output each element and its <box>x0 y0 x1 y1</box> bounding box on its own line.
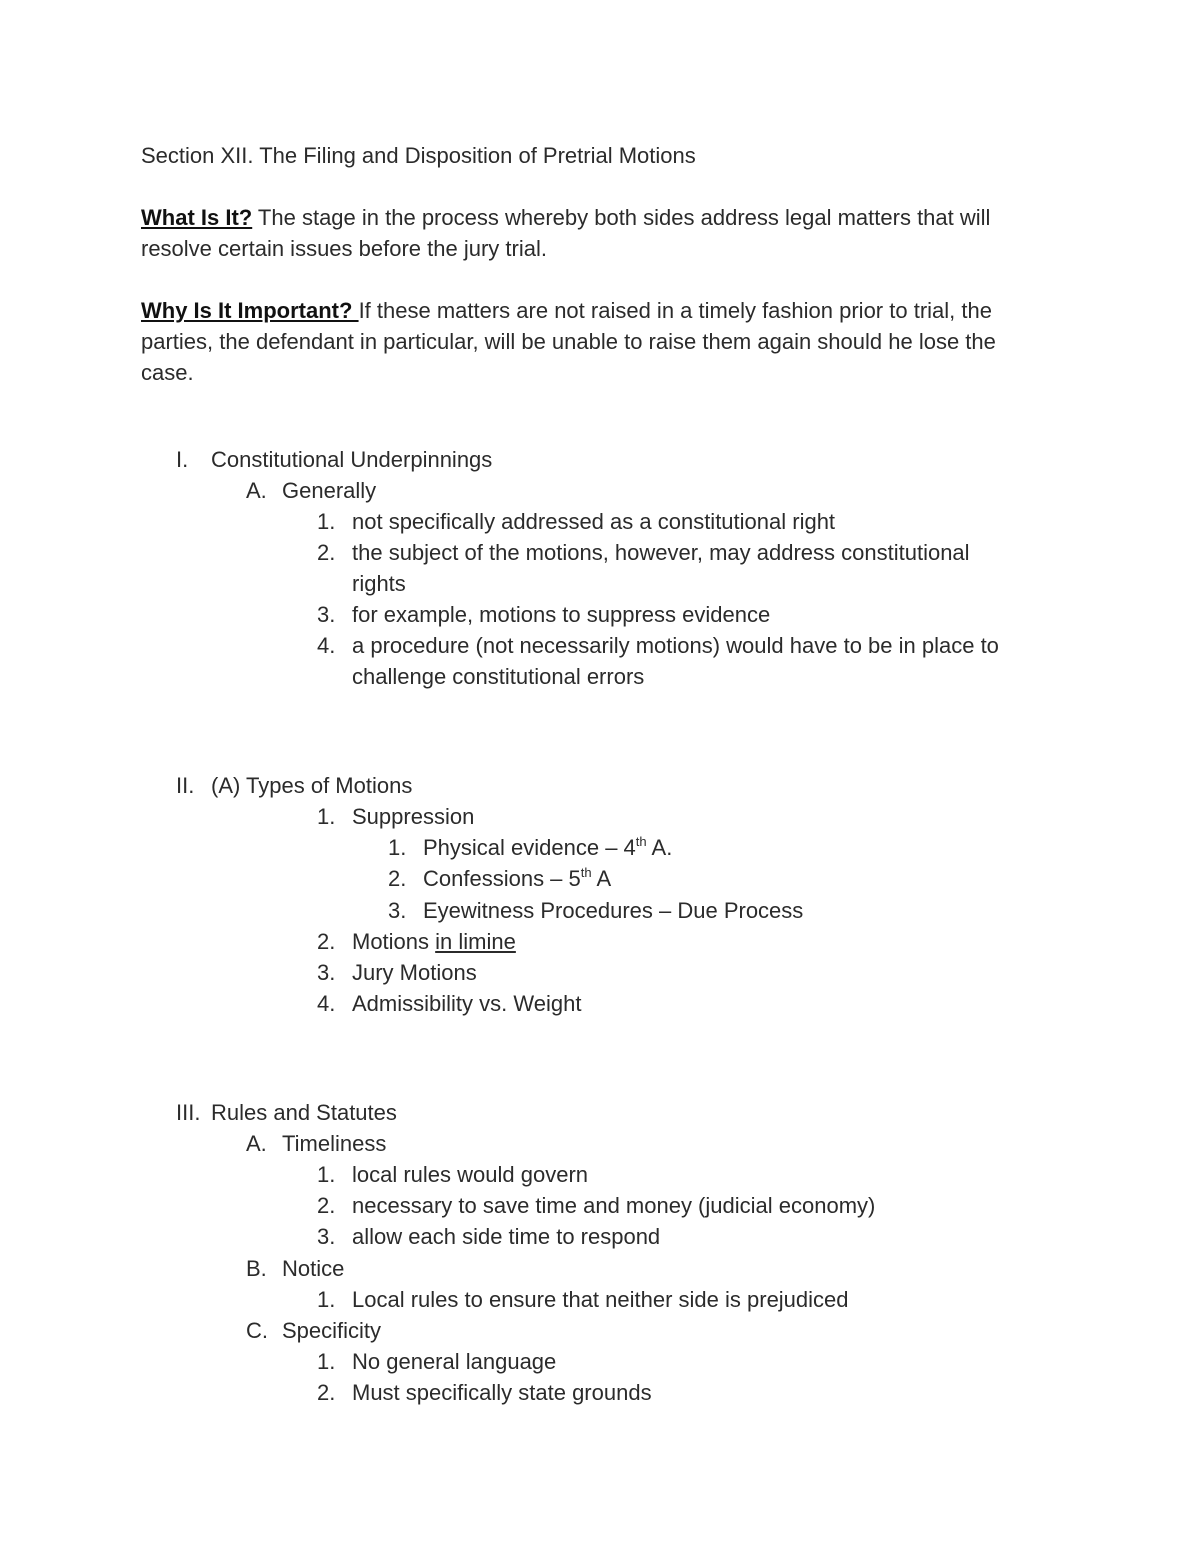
list-item-number: 3. <box>317 602 336 627</box>
section-heading: (A) Types of Motions <box>211 773 413 798</box>
section-numeral: I. <box>176 447 189 472</box>
section-numeral: III. <box>176 1100 201 1125</box>
what-is-it-label: What Is It? <box>141 205 253 230</box>
why-important-line-1 <box>141 297 992 325</box>
list-item-number: 2. <box>317 929 336 954</box>
list-item: No general language <box>352 1349 557 1374</box>
list-item: Local rules to ensure that neither side is prejudiced <box>352 1287 849 1312</box>
section-heading: Rules and Statutes <box>211 1100 397 1125</box>
list-item-number: 2. <box>317 1380 336 1405</box>
list-item: Motions in limine <box>352 929 516 954</box>
subsection-heading: Timeliness <box>282 1131 387 1156</box>
subsection-marker: C. <box>246 1318 268 1343</box>
why-important-label: Why Is It Important? <box>141 298 359 323</box>
list-item-number: 3. <box>317 960 336 985</box>
sub-list-item: Physical evidence – 4th A. <box>423 833 673 860</box>
list-item: the subject of the motions, however, may address constitutional <box>352 540 970 565</box>
document-title: Section XII. The Filing and Disposition of Pretrial Motions <box>141 143 696 168</box>
why-important-text-3: case. <box>141 360 194 385</box>
latin-term: in limine <box>435 929 516 954</box>
list-item-number: 1. <box>317 1349 336 1374</box>
list-item: not specifically addressed as a constitutional right <box>352 509 836 534</box>
list-item-number: 1. <box>317 509 336 534</box>
subsection-heading: Notice <box>282 1256 345 1281</box>
list-item: Suppression <box>352 804 475 829</box>
section-heading: Constitutional Underpinnings <box>211 447 493 472</box>
subsection-heading: Generally <box>282 478 377 503</box>
section-numeral: II. <box>176 773 195 798</box>
list-item-number: 4. <box>317 633 336 658</box>
what-is-it-text-1: The stage in the process whereby both sides address legal matters that will <box>252 205 991 230</box>
list-item-continuation: rights <box>352 571 406 596</box>
list-item: for example, motions to suppress evidence <box>352 602 771 627</box>
subsection-marker: A. <box>246 1131 267 1156</box>
list-item-number: 3. <box>317 1224 336 1249</box>
what-is-it-line-1 <box>141 204 990 232</box>
list-item: Must specifically state grounds <box>352 1380 652 1405</box>
what-is-it-text-2: resolve certain issues before the jury trial. <box>141 236 547 261</box>
list-item: a procedure (not necessarily motions) would have to be in place to <box>352 633 999 658</box>
list-item: local rules would govern <box>352 1162 589 1187</box>
list-item-continuation: challenge constitutional errors <box>352 664 645 689</box>
list-item-number: 1. <box>317 1162 336 1187</box>
why-important-text-1: If these matters are not raised in a timely fashion prior to trial, the <box>358 298 992 323</box>
sub-list-item-number: 3. <box>388 898 407 923</box>
list-item-number: 2. <box>317 1193 336 1218</box>
why-important-text-2: parties, the defendant in particular, will be unable to raise them again should he lose the <box>141 329 996 354</box>
sub-list-item-number: 2. <box>388 866 407 891</box>
list-item: allow each side time to respond <box>352 1224 661 1249</box>
sub-list-item: Confessions – 5th A <box>423 864 612 891</box>
subsection-marker: A. <box>246 478 267 503</box>
list-item: necessary to save time and money (judicial economy) <box>352 1193 876 1218</box>
list-item-number: 2. <box>317 540 336 565</box>
list-item-number: 4. <box>317 991 336 1016</box>
list-item-number: 1. <box>317 804 336 829</box>
list-item: Jury Motions <box>352 960 477 985</box>
sub-list-item: Eyewitness Procedures – Due Process <box>423 898 804 923</box>
list-item: Admissibility vs. Weight <box>352 991 582 1016</box>
subsection-heading: Specificity <box>282 1318 382 1343</box>
sub-list-item-number: 1. <box>388 835 407 860</box>
subsection-marker: B. <box>246 1256 267 1281</box>
list-item-number: 1. <box>317 1287 336 1312</box>
